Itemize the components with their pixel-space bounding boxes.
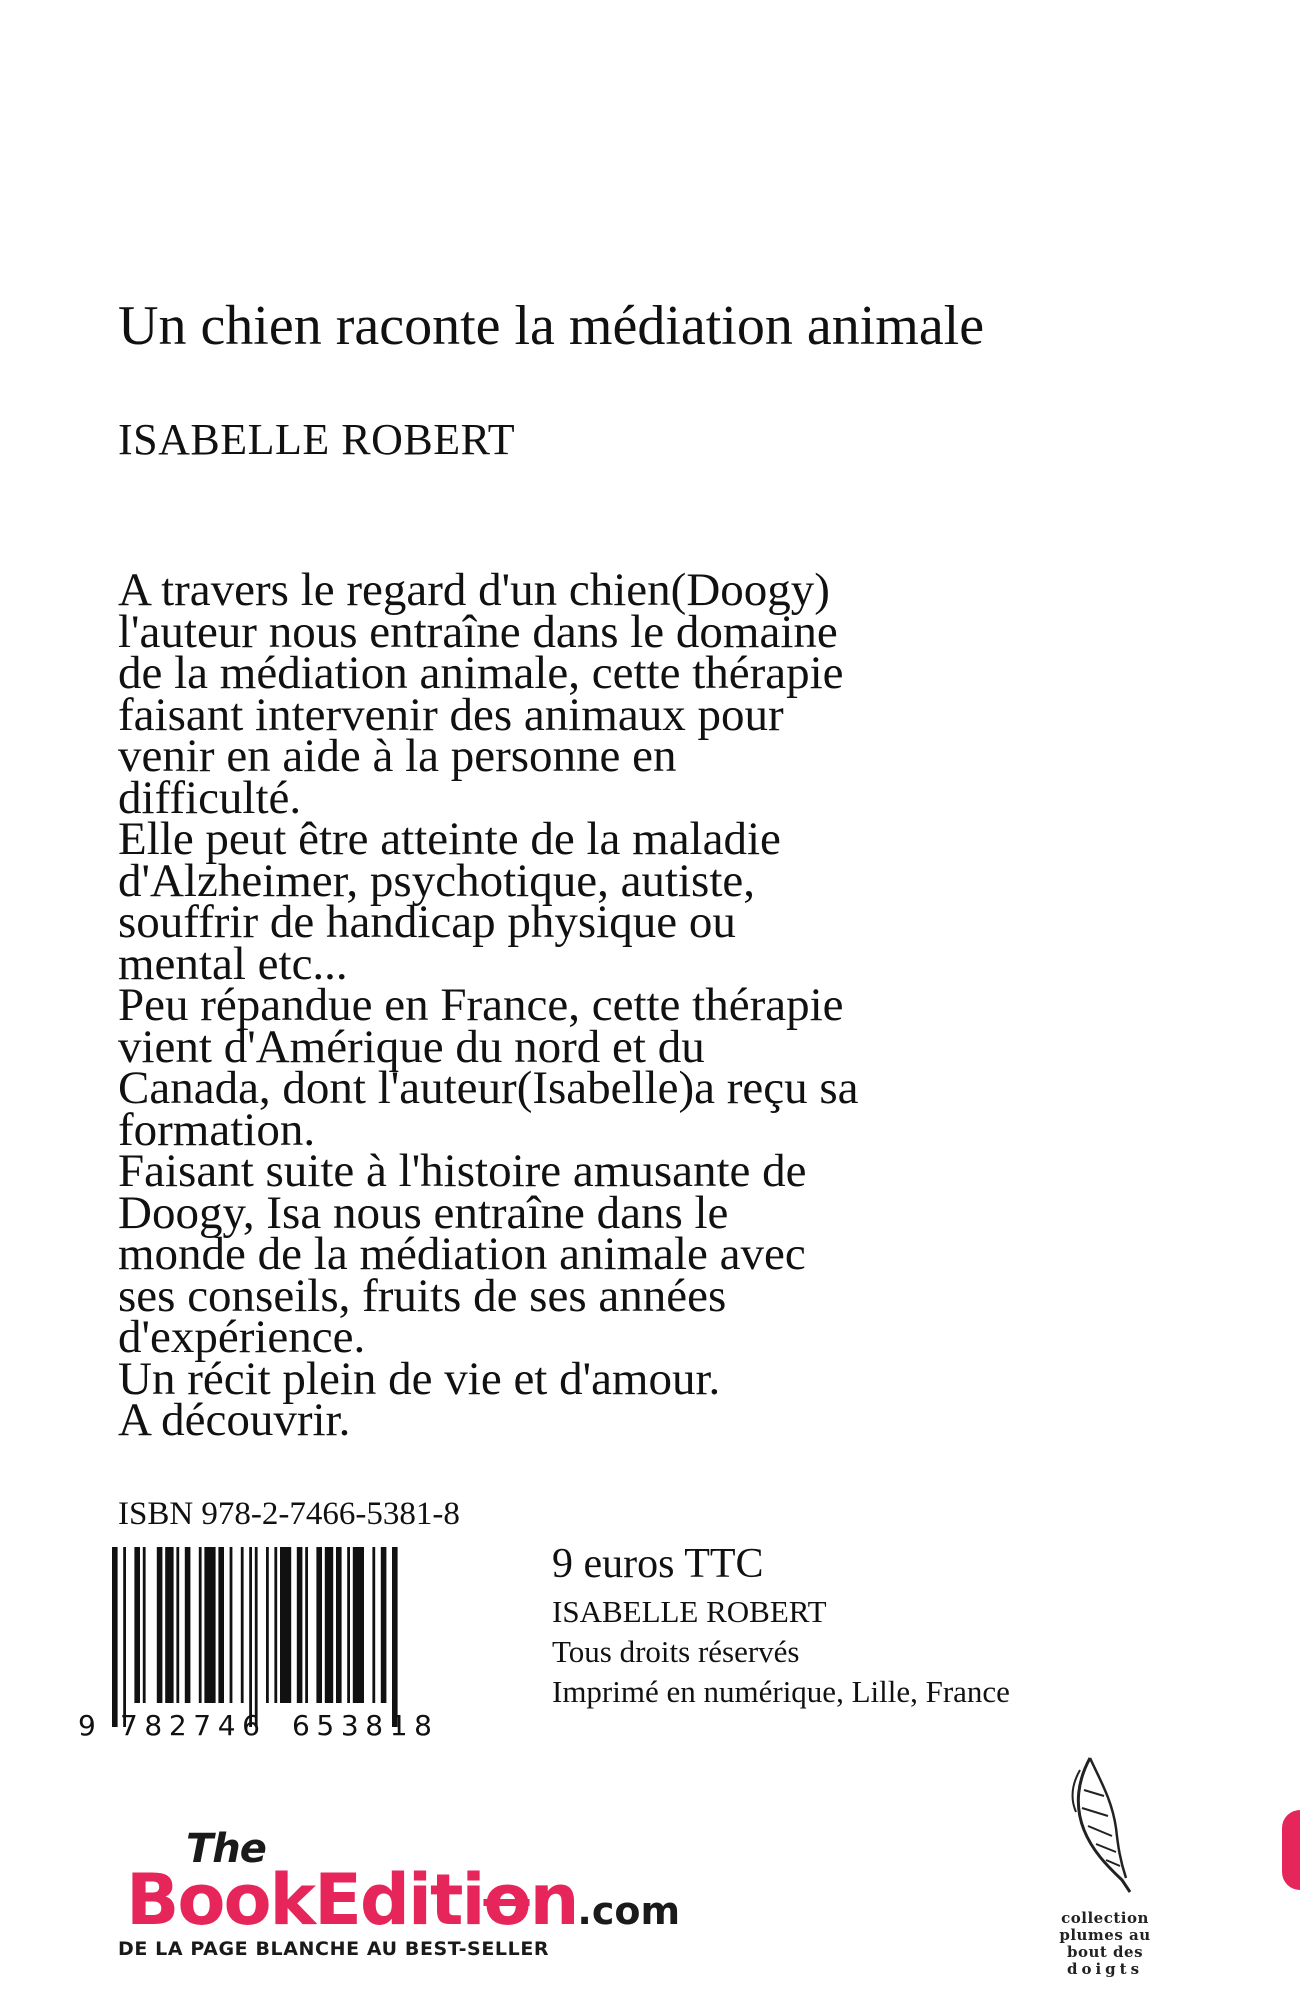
barcode-bar xyxy=(241,1547,244,1703)
barcode-bar xyxy=(199,1547,202,1703)
book-author: ISABELLE ROBERT xyxy=(118,415,516,464)
blurb-line: l'auteur nous entraîne dans le domaine xyxy=(118,605,838,658)
barcode-bar xyxy=(134,1547,140,1703)
barcode-bar xyxy=(325,1547,333,1703)
logo-tagline: DE LA PAGE BLANCHE AU BEST-SELLER xyxy=(118,1938,550,1960)
isbn-barcode xyxy=(76,1545,490,1740)
blurb-line: A travers le regard d'un chien(Doogy) xyxy=(118,564,830,616)
blurb-line: monde de la médiation animale avec xyxy=(118,1228,806,1280)
logo-brand-o: o xyxy=(483,1859,530,1941)
blurb-line: d'Alzheimer, psychotique, autiste, xyxy=(118,854,756,907)
barcode-bar xyxy=(218,1547,224,1703)
bookedition-logo xyxy=(116,1822,716,1962)
collection-label-line: collection xyxy=(1061,1909,1149,1927)
barcode-bar xyxy=(336,1547,342,1703)
logo-dotcom: .com xyxy=(577,1889,681,1933)
barcode-bar xyxy=(143,1547,146,1703)
info-author: ISABELLE ROBERT xyxy=(552,1594,827,1629)
blurb-line: ses conseils, fruits de ses années xyxy=(118,1269,727,1322)
blurb-line: formation. xyxy=(118,1103,316,1156)
barcode-digits-left: 782746 xyxy=(120,1709,260,1740)
barcode-bar xyxy=(316,1547,322,1703)
blurb-line: faisant intervenir des animaux pour xyxy=(118,688,784,741)
blurb-line: d'expérience. xyxy=(118,1311,366,1363)
book-info-block xyxy=(552,1540,1010,1712)
barcode-bar xyxy=(266,1547,269,1703)
barcode-bar xyxy=(280,1547,291,1703)
collection-label-line: bout des xyxy=(1066,1943,1144,1961)
barcode-bar xyxy=(305,1547,308,1703)
blurb-line: Peu répandue en France, cette thérapie xyxy=(118,979,844,1031)
collection-label-line: plumes au xyxy=(1059,1926,1151,1944)
printed-location: Imprimé en numérique, Lille, France xyxy=(552,1674,1010,1709)
barcode-bars xyxy=(112,1547,398,1727)
barcode-bar xyxy=(353,1547,364,1703)
barcode-bar xyxy=(297,1547,303,1703)
barcode-bar xyxy=(112,1547,118,1727)
barcode-digits-right: 653818 xyxy=(292,1709,432,1740)
price-label: 9 euros TTC xyxy=(552,1541,764,1587)
barcode-bar xyxy=(347,1547,350,1703)
edge-color-mark xyxy=(1282,1810,1300,1890)
rights-notice: Tous droits réservés xyxy=(552,1634,800,1669)
blurb-line: mental etc... xyxy=(118,937,348,990)
blurb-line: Faisant suite à l'histoire amusante de xyxy=(118,1145,807,1197)
barcode-bar xyxy=(381,1547,387,1703)
feather-icon xyxy=(1060,1750,1150,1900)
barcode-bar xyxy=(230,1547,233,1703)
barcode-bar xyxy=(176,1547,179,1703)
blurb-line: A découvrir. xyxy=(118,1394,351,1446)
barcode-bar xyxy=(185,1547,191,1703)
isbn-label: ISBN 978-2-7466-5381-8 xyxy=(118,1496,460,1532)
blurb-line: Doogy, Isa nous entraîne dans le xyxy=(118,1186,729,1239)
barcode-bar xyxy=(165,1547,173,1703)
collection-emblem xyxy=(1030,1750,1180,1978)
logo-brand-main: BookEditi xyxy=(126,1859,484,1941)
barcode-bar xyxy=(255,1547,258,1727)
blurb-line: difficulté. xyxy=(118,771,302,824)
blurb-line: Elle peut être atteinte de la maladie xyxy=(118,813,781,865)
barcode-bar xyxy=(392,1547,398,1727)
book-title: Un chien raconte la médiation animale xyxy=(118,295,985,357)
barcode-bar xyxy=(249,1547,252,1727)
blurb-line: Un récit plein de vie et d'amour. xyxy=(118,1352,721,1405)
collection-label xyxy=(1030,1910,1180,1978)
barcode-bar xyxy=(204,1547,215,1703)
blurb-line: vient d'Amérique du nord et du xyxy=(118,1020,705,1073)
barcode-bar xyxy=(123,1547,126,1727)
blurb-line: venir en aide à la personne en xyxy=(118,730,677,782)
blurb-line: souffrir de handicap physique ou xyxy=(118,896,736,948)
collection-label-line: doigts xyxy=(1066,1960,1144,1978)
blurb-line: Canada, dont l'auteur(Isabelle)a reçu sa xyxy=(118,1062,859,1114)
barcode-bar xyxy=(372,1547,375,1703)
back-cover-blurb xyxy=(118,564,1018,1446)
barcode-bar xyxy=(274,1547,277,1703)
barcode-digit-first: 9 xyxy=(78,1709,96,1740)
logo-brand-end: n xyxy=(529,1859,578,1941)
barcode-bar xyxy=(157,1547,163,1703)
blurb-line: de la médiation animale, cette thérapie xyxy=(118,647,844,699)
logo-the: The xyxy=(186,1826,266,1872)
